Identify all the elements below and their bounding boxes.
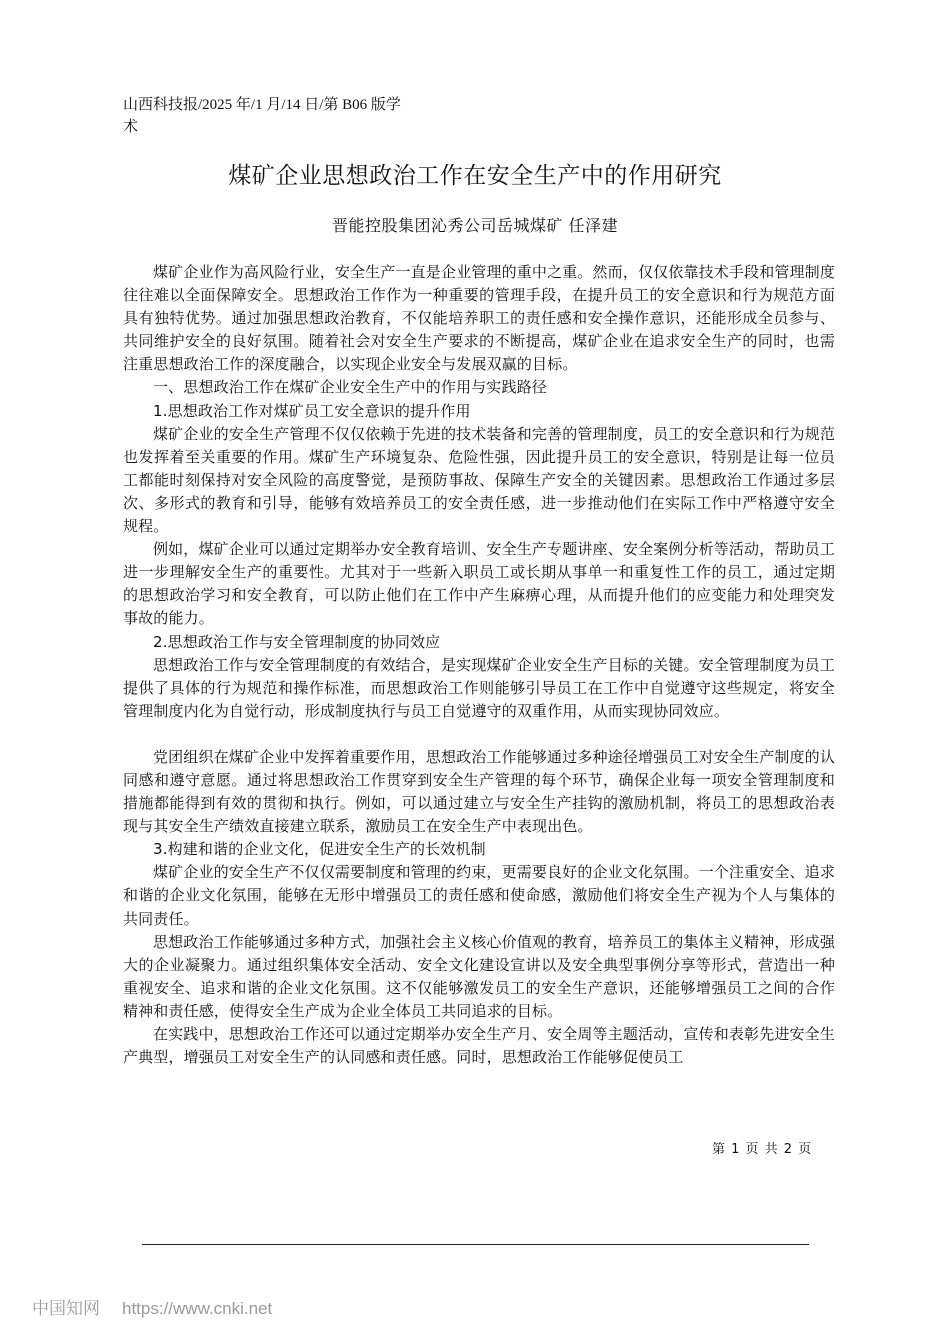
paragraph-intro: 煤矿企业作为高风险行业，安全生产一直是企业管理的重中之重。然而，仅仅依靠技术手段和管理制度往往难以全面保障安全。思想政治工作作为一种重要的管理手段，在提升员工的安全意识和行为规范方面具有独特优势。通过加强思想政治教育，不仅能培养职工的责任感和安全操作意识，还能形成全员参与、共同维护安全的良好氛围。随着社会对安全生产要求的不断提高，煤矿企业在追求安全生产的同时，也需注重思想政治工作的深度融合，以实现企业安全与发展双赢的目标。 (123, 263, 835, 374)
footer-divider (142, 1244, 809, 1245)
article-author: 晋能控股集团沁秀公司岳城煤矿 任泽建 (331, 216, 619, 235)
subheading-1-3: 3.构建和谐的企业文化，促进安全生产的长效机制 (153, 840, 486, 859)
paragraph: 煤矿企业的安全生产管理不仅仅依赖于先进的技术装备和完善的管理制度，员工的安全意识和行为规范也发挥着至关重要的作用。煤矿生产环境复杂、危险性强，因此提升员工的安全意识，特别是让每一位员工都能时刻保持对安全风险的高度警觉，是预防事故、保障生产安全的关键因素。思想政治工作通过多层次、多形式的教育和引导，能够有效培养员工的安全责任感，进一步推动他们在实际工作中严格遵守安全规程。 (123, 424, 835, 536)
page-indicator: 第 1 页 共 2 页 (712, 1142, 813, 1157)
source-line: 山西科技报/2025 年/1 月/14 日/第 B06 版学术 (123, 97, 401, 135)
cnki-watermark (32, 1294, 294, 1319)
article-body (123, 261, 835, 1069)
article-title: 煤矿企业思想政治工作在安全生产中的作用研究 (228, 163, 722, 189)
paragraph: 在实践中，思想政治工作还可以通过定期举办安全生产月、安全周等主题活动，宣传和表彰先进安全生产典型，增强员工对安全生产的认同感和责任感。同时，思想政治工作能够促使员工 (123, 1025, 835, 1067)
section-heading-1: 一、思想政治工作在煤矿企业安全生产中的作用与实践路径 (153, 378, 547, 397)
watermark-name: 中国知网 (32, 1299, 100, 1318)
paragraph: 煤矿企业的安全生产不仅仅需要制度和管理的约束，更需要良好的企业文化氛围。一个注重安全、追求和谐的企业文化氛围，能够在无形中增强员工的责任感和使命感，激励他们将安全生产视为个人与集体的共同责任。 (123, 863, 835, 928)
subheading-1-1: 1.思想政治工作对煤矿员工安全意识的提升作用 (153, 401, 471, 420)
paragraph: 例如，煤矿企业可以通过定期举办安全教育培训、安全生产专题讲座、安全案例分析等活动，帮助员工进一步理解安全生产的重要性。尤其对于一些新入职员工或长期从事单一和重复性工作的员工，通过定期的思想政治学习和安全教育，可以防止他们在工作中产生麻痹心理，从而提升他们的应变能力和处理突发事故的能力。 (123, 540, 835, 628)
subheading-1-2: 2.思想政治工作与安全管理制度的协同效应 (153, 632, 441, 651)
paragraph: 思想政治工作能够通过多种方式，加强社会主义核心价值观的教育，培养员工的集体主义精神，形成强大的企业凝聚力。通过组织集体安全活动、安全文化建设宣讲以及安全典型事例分享等形式，营造出一种重视安全、追求和谐的企业文化氛围。这不仅能够激发员工的安全生产意识，还能够增强员工之间的合作精神和责任感，使得安全生产成为企业全体员工共同追求的目标。 (123, 932, 835, 1020)
paragraph: 思想政治工作与安全管理制度的有效结合，是实现煤矿企业安全生产目标的关键。安全管理制度为员工提供了具体的行为规范和操作标准，而思想政治工作则能够引导员工在工作中自觉遵守这些规定，将安全管理制度内化为自觉行动，形成制度执行与员工自觉遵守的双重作用，从而实现协同效应。 (123, 655, 835, 720)
paragraph: 党团组织在煤矿企业中发挥着重要作用，思想政治工作能够通过多种途径增强员工对安全生产制度的认同感和遵守意愿。通过将思想政治工作贯穿到安全生产管理的每个环节，确保企业每一项安全管理制度和措施都能得到有效的贯彻和执行。例如，可以通过建立与安全生产挂钩的激励机制，将员工的思想政治表现与其安全生产绩效直接建立联系，激励员工在安全生产中表现出色。 (123, 747, 835, 836)
watermark-url: https://www.cnki.net (122, 1299, 273, 1318)
